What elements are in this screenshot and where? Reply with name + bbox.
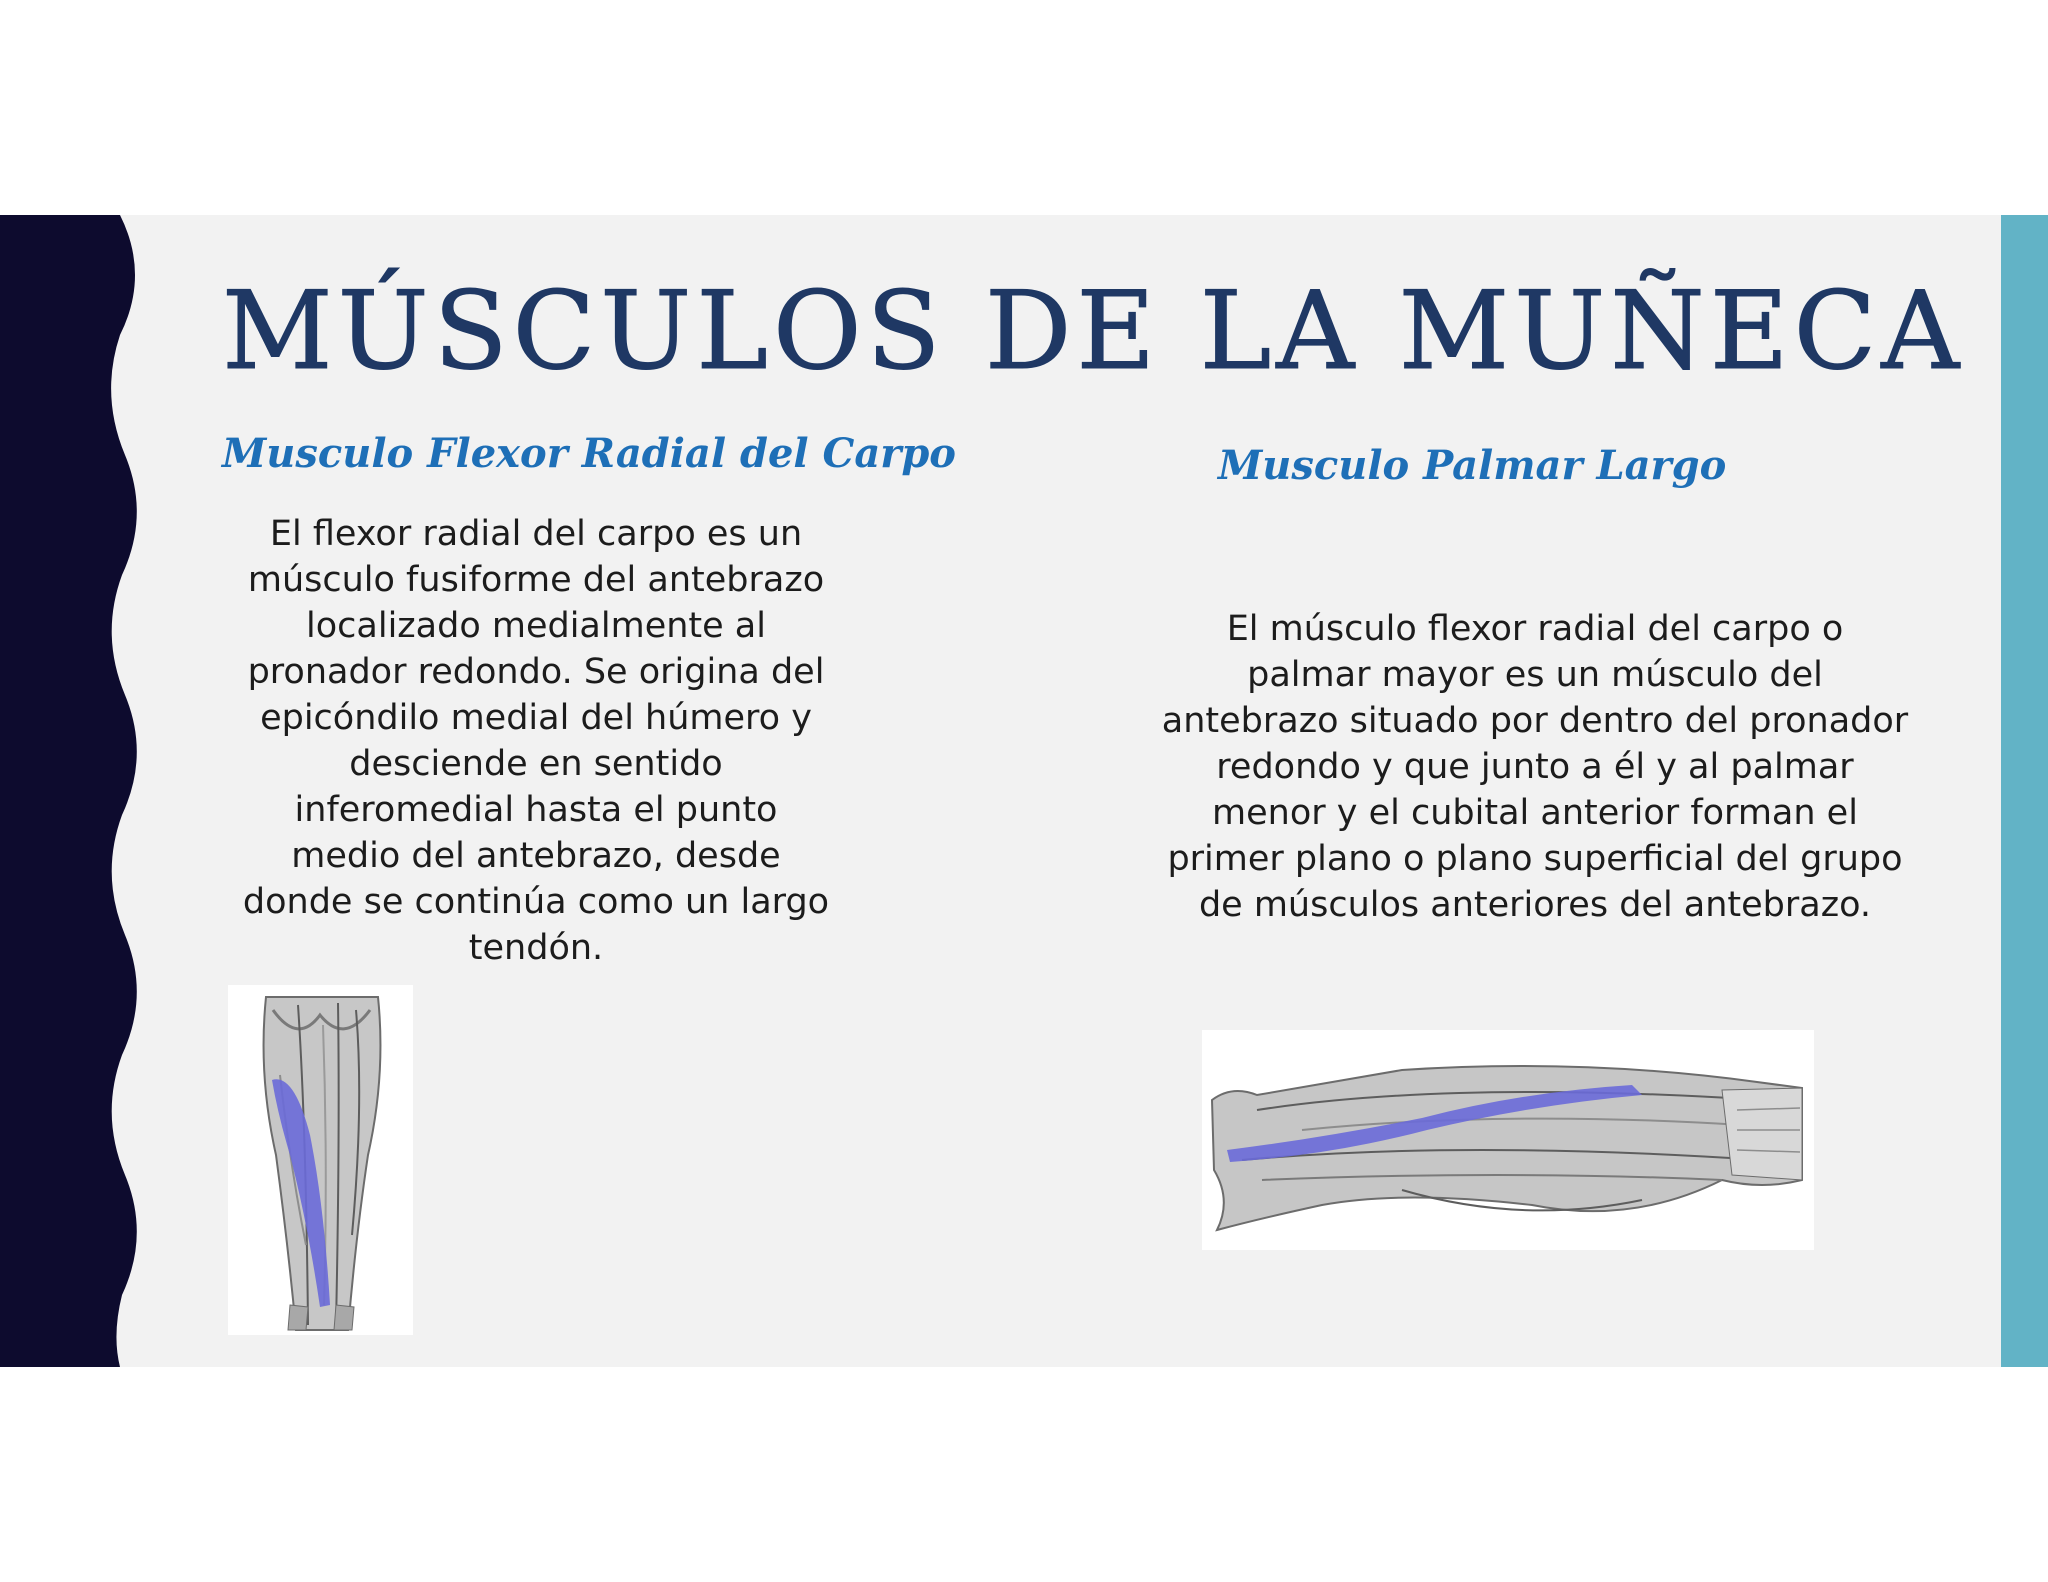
right-section-heading: Musculo Palmar Largo <box>1218 442 1727 489</box>
left-wave-band <box>0 215 160 1367</box>
slide <box>0 215 2048 1367</box>
left-section-heading: Musculo Flexor Radial del Carpo <box>222 430 956 477</box>
slide-title: MÚSCULOS DE LA MUÑECA <box>222 269 1965 394</box>
forearm-anatomy-image-vertical <box>228 985 413 1335</box>
right-accent-band <box>2001 215 2048 1367</box>
right-section-body: El músculo flexor radial del carpo o palmar mayor es un músculo del antebrazo situado por dentro del pronador redondo y que junto a él y al palmar menor y el cubital anterior forman el primer plano o plano superficial del grupo de músculos anteriores del antebrazo. <box>1161 609 1909 925</box>
left-section-body: El flexor radial del carpo es un músculo fusiforme del antebrazo localizado medialmente al pronador redondo. Se origina del epicóndilo medial del húmero y desciende en sentido inferomedial hasta el punto medio del antebrazo, desde donde se continúa como un largo tendón. <box>242 514 830 968</box>
forearm-anatomy-image-horizontal <box>1202 1030 1814 1250</box>
